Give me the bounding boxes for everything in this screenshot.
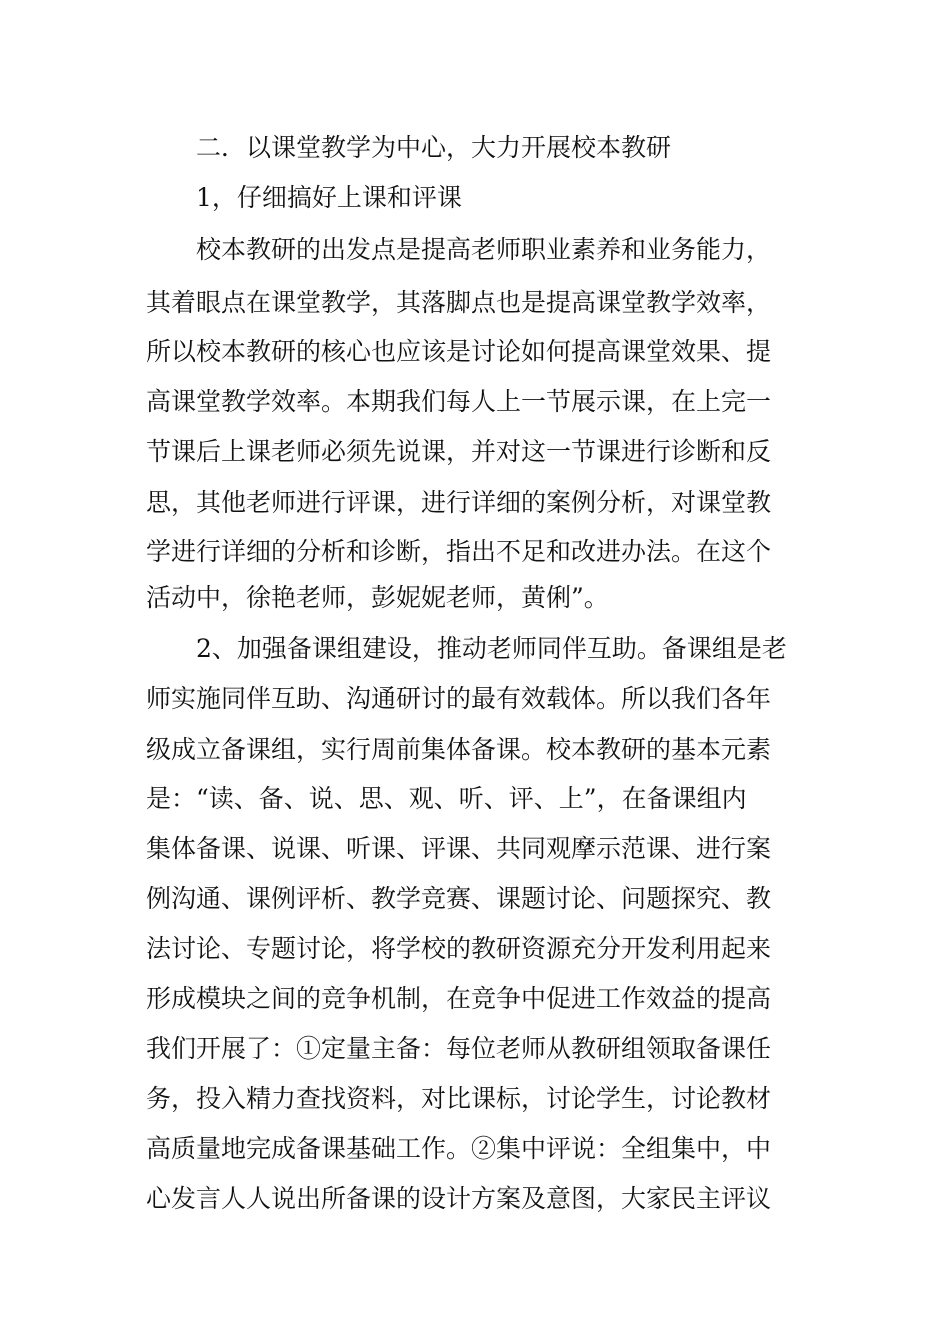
paragraph-1-line-8: 活动中，徐艳老师，彭妮妮老师，黄俐”。 [146,583,609,612]
paragraph-1-line-7: 学进行详细的分析和诊断，指出不足和改进办法。在这个 [146,537,772,566]
paragraph-2-line-7: 法讨论、专题讨论，将学校的教研资源充分开发利用起来 [146,934,772,963]
paragraph-1-line-3: 所以校本教研的核心也应该是讨论如何提高课堂效果、提 [146,337,772,366]
paragraph-2-line-4: 是：“读、备、说、思、观、听、评、上”，在备课组内 [146,784,747,813]
paragraph-2-line-6: 例沟通、课例评析、教学竞赛、课题讨论、问题探究、教 [146,884,772,913]
paragraph-2-line-2: 师实施同伴互助、沟通研讨的最有效载体。所以我们各年 [146,684,772,713]
paragraph-2-line-10: 务，投入精力查找资料，对比课标，讨论学生，讨论教材 [146,1084,772,1113]
section-heading: 二．以课堂教学为中心，大力开展校本教研 [196,133,672,162]
paragraph-1-line-2: 其着眼点在课堂教学，其落脚点也是提高课堂教学效率， [146,288,772,317]
paragraph-2-line-5: 集体备课、说课、听课、评课、共同观摩示范课、进行案 [146,834,772,863]
paragraph-2-line-12: 心发言人人说出所备课的设计方案及意图，大家民主评议 [146,1184,772,1213]
paragraph-1-line-6: 思，其他老师进行评课，进行详细的案例分析，对课堂教 [146,488,772,517]
paragraph-2-line-1: 2、加强备课组建设，推动老师同伴互助。备课组是老 [196,634,787,663]
paragraph-1-line-4: 高课堂教学效率。本期我们每人上一节展示课，在上完一 [146,387,772,416]
paragraph-1-line-5: 节课后上课老师必须先说课，并对这一节课进行诊断和反 [146,437,772,466]
paragraph-2-line-11: 高质量地完成备课基础工作。②集中评说：全组集中，中 [146,1134,772,1163]
paragraph-2-line-3: 级成立备课组，实行周前集体备课。校本教研的基本元素 [146,735,772,764]
paragraph-2-line-9: 我们开展了：①定量主备：每位老师从教研组领取备课任 [146,1034,772,1063]
paragraph-2-line-8: 形成模块之间的竞争机制，在竞争中促进工作效益的提高 [146,984,772,1013]
paragraph-1-line-1: 校本教研的出发点是提高老师职业素养和业务能力， [196,235,772,264]
subheading-1: 1，仔细搞好上课和评课 [196,183,462,212]
